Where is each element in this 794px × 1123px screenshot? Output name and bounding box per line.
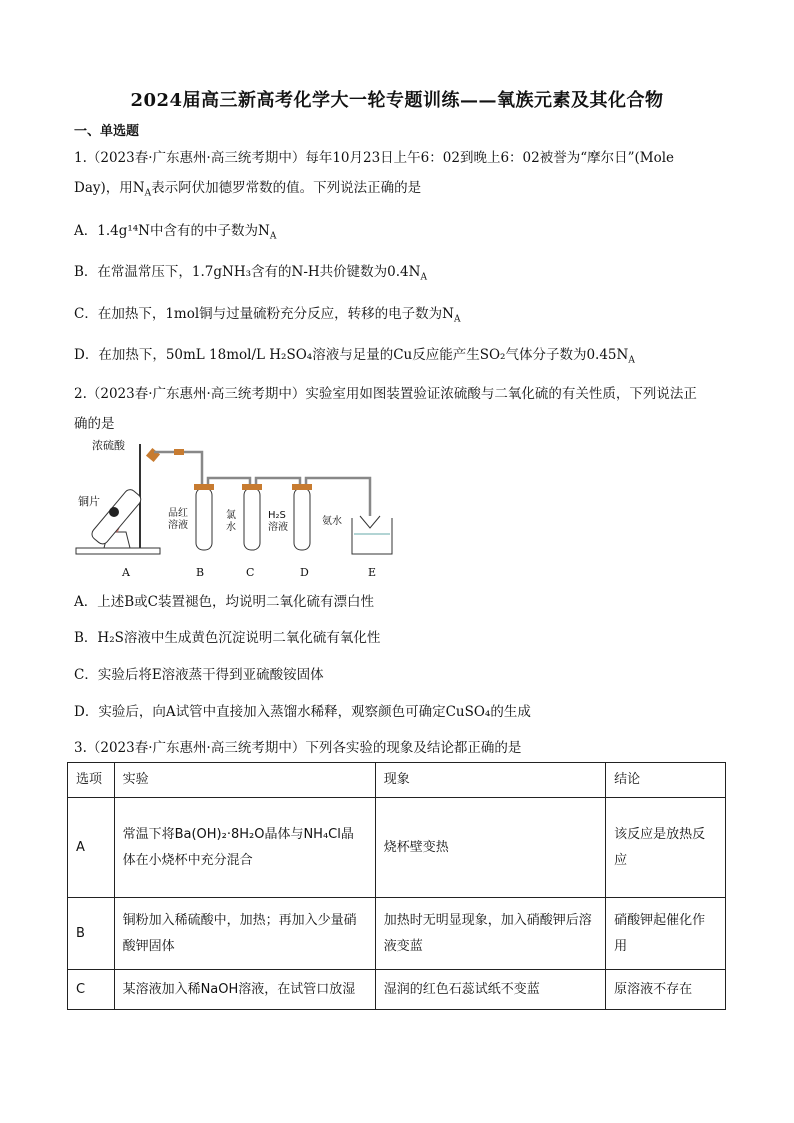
q1-option-d[interactable]: D．在加热下，50mL 18mol/L H₂SO₄溶液与足量的Cu反应能产生SO₂气体分子数为$0.45N_A$ <box>74 347 635 366</box>
cell-option: C <box>68 970 115 1010</box>
cell-phenomenon: 烧杯壁变热 <box>375 798 605 898</box>
q2-option-c[interactable]: C．实验后将E溶液蒸干得到亚硫酸铵固体 <box>74 667 324 683</box>
q2-stem-line2: 确的是 <box>74 416 115 432</box>
stopper-d <box>292 484 312 490</box>
label-letter-a: A <box>122 566 130 579</box>
test-tube-b <box>196 488 212 550</box>
stopper-a <box>146 448 160 462</box>
q1-stem-line1: 1.（2023春·广东惠州·高三统考期中）每年10月23日上午6：02到晚上6：02被誉为“摩尔日”(Mole <box>74 150 675 166</box>
cell-conclusion: 该反应是放热反应 <box>606 798 726 898</box>
table-row <box>68 798 726 898</box>
cell-option: A <box>68 798 115 898</box>
cell-experiment: 某溶液加入稀NaOH溶液，在试管口放湿 <box>114 970 375 1010</box>
test-tube-d <box>294 488 310 550</box>
label-ammonia: 氨水 <box>322 516 342 527</box>
cell-conclusion: 硝酸钾起催化作用 <box>606 898 726 970</box>
test-tube-c <box>244 488 260 550</box>
label-letter-d: D <box>300 566 309 579</box>
label-letter-b: B <box>196 566 205 579</box>
header-phenomenon: 现象 <box>375 763 605 798</box>
cell-phenomenon: 湿润的红色石蕊试纸不变蓝 <box>375 970 605 1010</box>
tube-joint-icon <box>174 449 184 455</box>
table-header-row <box>68 763 726 798</box>
table-row <box>68 898 726 970</box>
label-pinkred: 品红溶液 <box>168 508 188 531</box>
beaker-e <box>352 518 392 554</box>
q2-option-b[interactable]: B．H₂S溶液中生成黄色沉淀说明二氧化硫有氧化性 <box>74 630 381 646</box>
label-copper: 铜片 <box>78 495 100 508</box>
q1-stem-line2: Day)，用$N_A$表示阿伏加德罗常数的值。下列说法正确的是 <box>74 180 422 199</box>
cell-option: B <box>68 898 115 970</box>
funnel-icon <box>360 516 380 528</box>
section-heading: 一、单选题 <box>74 124 140 139</box>
stopper-c <box>242 484 262 490</box>
connector-tube-3 <box>256 478 300 506</box>
stopper-b <box>194 484 214 490</box>
label-letter-c: C <box>246 566 255 579</box>
q1-option-a[interactable]: A．1.4g¹⁴N中含有的中子数为$N_A$ <box>74 223 277 242</box>
label-h2s: H₂S溶液 <box>268 510 288 533</box>
label-chlorine: 氯水 <box>226 510 236 533</box>
header-option: 选项 <box>68 763 115 798</box>
q3-table <box>67 762 726 1010</box>
q3-stem: 3.（2023春·广东惠州·高三统考期中）下列各实验的现象及结论都正确的是 <box>74 740 522 756</box>
table-row <box>68 970 726 1010</box>
copper-piece-icon <box>109 507 119 517</box>
header-experiment: 实验 <box>114 763 375 798</box>
apparatus-diagram <box>74 436 404 582</box>
page-title: 2024届高三新高考化学大一轮专题训练——氧族元素及其化合物 <box>130 90 664 111</box>
label-letter-e: E <box>368 566 377 579</box>
stand-base <box>76 548 160 554</box>
label-acid: 浓硫酸 <box>92 439 125 452</box>
q2-stem-line1: 2.（2023春·广东惠州·高三统考期中）实验室用如图装置验证浓硫酸与二氧化硫的有关性质，下列说法正 <box>74 386 697 402</box>
q2-option-a[interactable]: A．上述B或C装置褪色，均说明二氧化硫有漂白性 <box>74 594 374 610</box>
cell-phenomenon: 加热时无明显现象，加入硝酸钾后溶液变蓝 <box>375 898 605 970</box>
cell-experiment: 铜粉加入稀硫酸中，加热；再加入少量硝酸钾固体 <box>114 898 375 970</box>
connector-tube-4 <box>306 478 370 516</box>
header-conclusion: 结论 <box>606 763 726 798</box>
cell-experiment: 常温下将Ba(OH)₂·8H₂O晶体与NH₄Cl晶体在小烧杯中充分混合 <box>114 798 375 898</box>
q2-option-d[interactable]: D．实验后，向A试管中直接加入蒸馏水稀释，观察颜色可确定CuSO₄的生成 <box>74 704 531 720</box>
q1-option-c[interactable]: C．在加热下，1mol铜与过量硫粉充分反应，转移的电子数为$N_A$ <box>74 306 461 325</box>
q1-option-b[interactable]: B．在常温常压下，1.7gNH₃含有的N-H共价键数为$0.4N_A$ <box>74 264 427 283</box>
connector-tube-1 <box>154 452 202 506</box>
cell-conclusion: 原溶液不存在 <box>606 970 726 1010</box>
